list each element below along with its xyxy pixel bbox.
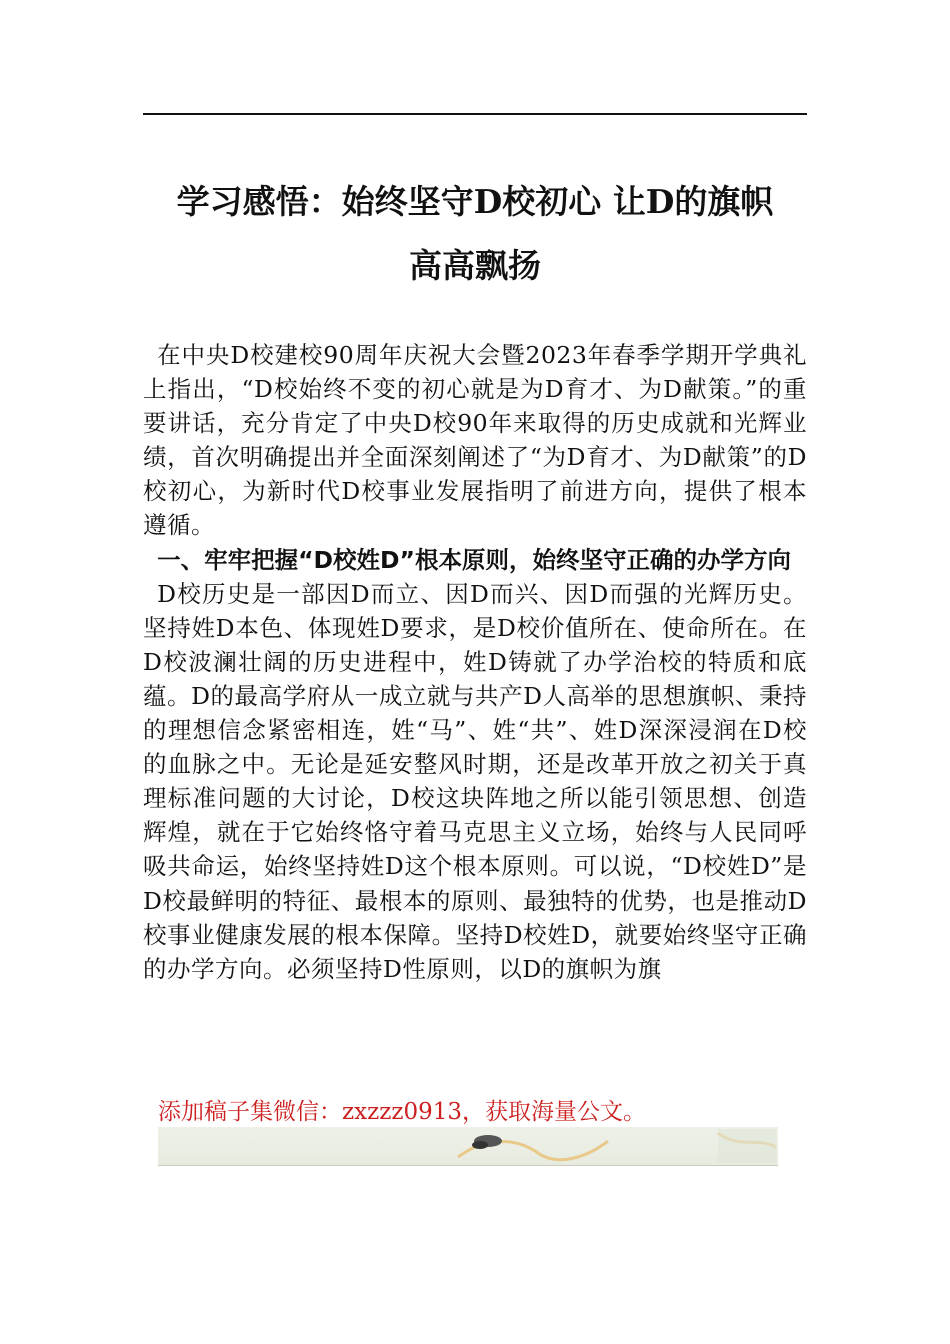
title-line-1: 学习感悟：始终坚守D校初心 让D的旗帜: [176, 182, 774, 221]
document-body: [143, 338, 807, 986]
section-heading: 一、牢牢把握“D校姓D”根本原则，始终坚守正确的办学方向: [157, 545, 791, 574]
decorative-banner-image: [158, 1127, 778, 1166]
intro-paragraph: 在中央D校建校90周年庆祝大会暨2023年春季学期开学典礼上指出，“D校始终不变的初心就是为D育才、为D献策。”的重要讲话，充分肯定了中央D校90年来取得的历史成就和光辉业绩，首次明确提出并全面深刻阐述了“为D育才、为D献策”的D校初心，为新时代D校事业发展指明了前进方向，提供了根本遵循。: [143, 341, 807, 540]
promo-text: 添加稿子集微信：zxzzz0913，获取海量公文。: [158, 1099, 646, 1125]
title-line-2: 高高飘扬: [409, 246, 541, 285]
section-paragraph: D校历史是一部因D而立、因D而兴、因D而强的光辉历史。坚持姓D本色、体现姓D要求，是D校价值所在、使命所在。在D校波澜壮阔的历史进程中，姓D铸就了办学治校的特质和底蕴。D的最高学府从一成立就与共产D人高举的思想旗帜、秉持的理想信念紧密相连，姓“马”、姓“共”、姓D深深浸润在D校的血脉之中。无论是延安整风时期，还是改革开放之初关于真理标准问题的大讨论，D校这块阵地之所以能引领思想、创造辉煌，就在于它始终恪守着马克思主义立场，始终与人民同呼吸共命运，始终坚持姓D这个根本原则。可以说，“D校姓D”是D校最鲜明的特征、最根本的原则、最独特的优势，也是推动D校事业健康发展的根本保障。坚持D校姓D，就要始终坚守正确的办学方向。必须坚持D性原则，以D的旗帜为旗: [143, 579, 807, 983]
header-rule: [143, 113, 807, 115]
ink-landscape-icon: [158, 1127, 778, 1165]
page-title: [143, 170, 807, 298]
